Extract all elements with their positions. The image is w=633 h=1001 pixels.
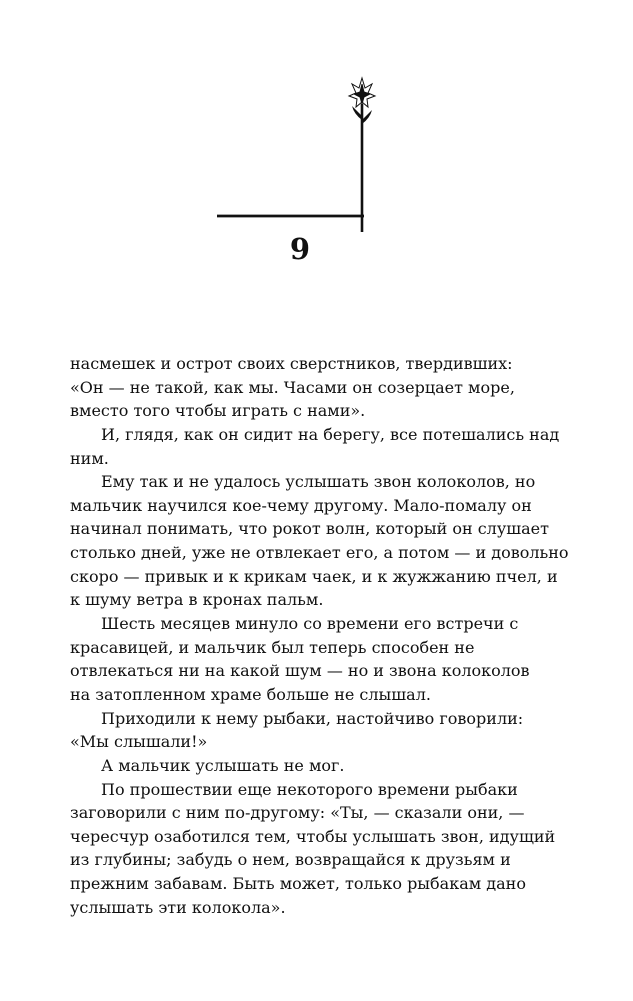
text-line: Шесть месяцев минуло со времени его встречи с — [101, 614, 519, 634]
chapter-text — [70, 352, 590, 919]
text-line: чересчур озаботился тем, чтобы услышать звон, идущий — [70, 826, 556, 846]
text-line: Приходили к нему рыбаки, настойчиво говорили: — [101, 708, 524, 728]
chapter-number: 9 — [289, 232, 311, 266]
text-line: услышать эти колокола». — [70, 897, 286, 917]
text-line: к шуму ветра в кронах пальм. — [70, 590, 324, 610]
text-line: из глубины; забудь о нем, возвращайся к друзьям и — [70, 850, 511, 870]
text-line: отвлекаться ни на какой шум — но и звона колоколов — [70, 661, 530, 681]
text-line: вместо того чтобы играть с нами». — [70, 401, 366, 421]
text-line: на затопленном храме больше не слышал. — [70, 684, 431, 704]
text-line: прежним забавам. Быть может, только рыбакам дано — [70, 874, 526, 894]
text-line: «Он — не такой, как мы. Часами он созерцает море, — [70, 377, 515, 397]
text-line: скоро — привык и к крикам чаек, и к жужжанию пчел, и — [70, 566, 558, 586]
leaf-icon — [352, 106, 362, 120]
text-line: «Мы слышали!» — [70, 732, 208, 752]
text-line: заговорили с ним по-другому: «Ты, — сказали они, — — [70, 803, 525, 823]
text-line: мальчик научился кое-чему другому. Мало-помалу он — [70, 495, 532, 515]
text-line: красавицей, и мальчик был теперь способен не — [70, 637, 475, 657]
text-line: А мальчик услышать не мог. — [101, 755, 345, 775]
leaf-icon — [362, 110, 372, 124]
text-line: Ему так и не удалось услышать звон колоколов, но — [101, 472, 536, 492]
text-line: И, глядя, как он сидит на берегу, все потешались над — [101, 424, 560, 444]
text-line: насмешек и острот своих сверстников, твердивших: — [70, 354, 513, 373]
text-line: ним. — [70, 448, 109, 468]
chapter-ornament — [0, 0, 633, 240]
flower-icon — [349, 78, 375, 107]
text-line: По прошествии еще некоторого времени рыбаки — [101, 779, 518, 799]
text-line: столько дней, уже не отвлекает его, а потом — и довольно — [70, 543, 569, 563]
text-line: начинал понимать, что рокот волн, который он слушает — [70, 519, 549, 539]
